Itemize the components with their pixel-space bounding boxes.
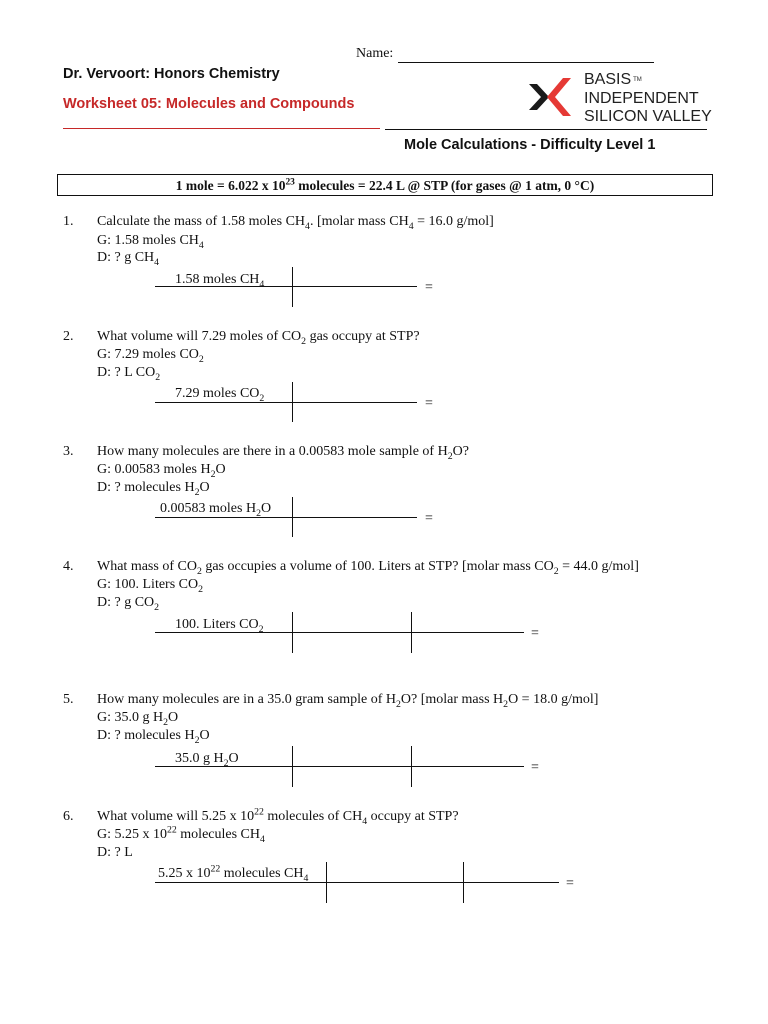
factor-divider	[292, 267, 293, 307]
given-line: G: 7.29 moles $CO_2$	[97, 347, 204, 365]
name-label: Name:	[356, 46, 394, 61]
conversion-formula-box	[57, 174, 713, 196]
factor-divider	[411, 746, 412, 787]
formula-part-2: molecules = 22.4 L @ STP (for gases @ 1 atm, 0 °C)	[294, 178, 595, 193]
question-number: 1.	[63, 214, 74, 229]
starting-quantity: 7.29 moles $CO_2$	[175, 386, 265, 404]
desired-line: D: ? g $CO_2$	[97, 595, 160, 613]
equals-sign: =	[425, 396, 433, 411]
logo-trademark: TM	[633, 77, 642, 83]
question-text: What volume will 7.29 moles of $CO_2$ gas occupy at STP?	[97, 329, 420, 347]
question-number: 2.	[63, 329, 74, 344]
question-number: 5.	[63, 692, 74, 707]
question-text: How many molecules are there in a 0.00583 mole sample of $H_2O$?	[97, 444, 469, 462]
formula-part-1: 1 mole = 6.022 x 10	[175, 178, 286, 193]
starting-quantity: 35.0 g $H_2O$	[175, 751, 239, 769]
name-blank-line[interactable]	[398, 62, 654, 63]
starting-quantity: 5.25 x $10^{22}$ molecules $CH_4$	[158, 863, 309, 884]
worksheet-title: Worksheet 05: Molecules and Compounds	[63, 96, 355, 112]
given-line: G: 1.58 moles $CH_4$	[97, 233, 204, 251]
factor-divider	[463, 862, 464, 903]
difficulty-heading: Mole Calculations - Difficulty Level 1	[404, 137, 656, 153]
factor-divider	[326, 862, 327, 903]
desired-line: D: ? g $CH_4$	[97, 250, 160, 268]
dimensional-analysis-line	[155, 882, 559, 883]
equals-sign: =	[566, 876, 574, 891]
equals-sign: =	[531, 626, 539, 641]
equals-sign: =	[425, 280, 433, 295]
dimensional-analysis-line	[155, 632, 524, 633]
formula-exponent: 23	[285, 177, 295, 188]
given-line: G: 35.0 g $H_2O$	[97, 710, 179, 728]
desired-line: D: ? L	[97, 845, 133, 860]
dimensional-analysis-line	[155, 766, 524, 767]
given-line: G: 100. Liters $CO_2$	[97, 577, 204, 595]
question-number: 4.	[63, 559, 74, 574]
teacher-course-title: Dr. Vervoort: Honors Chemistry	[63, 66, 280, 82]
dimensional-analysis-line	[155, 517, 417, 518]
basis-logo-icon	[527, 74, 573, 120]
basis-logo-text	[584, 71, 712, 127]
logo-line-1: BASIS	[584, 71, 632, 88]
given-line: G: 0.00583 moles $H_2O$	[97, 462, 226, 480]
factor-divider	[292, 497, 293, 537]
question-text: What mass of $CO_2$ gas occupies a volume of 100. Liters at STP? [molar mass $CO_2 = 44.0$ g/mol]	[97, 559, 639, 577]
starting-quantity: 0.00583 moles $H_2O$	[160, 501, 272, 519]
desired-line: D: ? L $CO_2$	[97, 365, 161, 383]
factor-divider	[292, 746, 293, 787]
question-text: Calculate the mass of 1.58 moles $CH_4$. [molar mass $CH_4 = 16.0$ g/mol]	[97, 214, 494, 232]
desired-line: D: ? molecules $H_2O$	[97, 728, 210, 746]
title-underline	[63, 128, 380, 129]
question-number: 3.	[63, 444, 74, 459]
question-number: 6.	[63, 809, 74, 824]
dimensional-analysis-line	[155, 402, 417, 403]
factor-divider	[292, 382, 293, 422]
logo-line-2: INDEPENDENT	[584, 89, 699, 107]
equals-sign: =	[425, 511, 433, 526]
header-rule	[385, 129, 707, 130]
factor-divider	[411, 612, 412, 653]
equals-sign: =	[531, 760, 539, 775]
logo-line-3: SILICON VALLEY	[584, 108, 712, 125]
question-text: What volume will 5.25 x $10^{22}$ molecules of $CH_4$ occupy at STP?	[97, 806, 459, 827]
given-line: G: 5.25 x $10^{22}$ molecules $CH_4$	[97, 824, 265, 845]
starting-quantity: 1.58 moles $CH_4$	[175, 272, 265, 290]
desired-line: D: ? molecules $H_2O$	[97, 480, 210, 498]
question-text: How many molecules are in a 35.0 gram sample of $H_2O$? [molar mass $H_2O = 18.0$ g/mol]	[97, 692, 599, 710]
dimensional-analysis-line	[155, 286, 417, 287]
starting-quantity: 100. Liters $CO_2$	[175, 617, 264, 635]
factor-divider	[292, 612, 293, 653]
